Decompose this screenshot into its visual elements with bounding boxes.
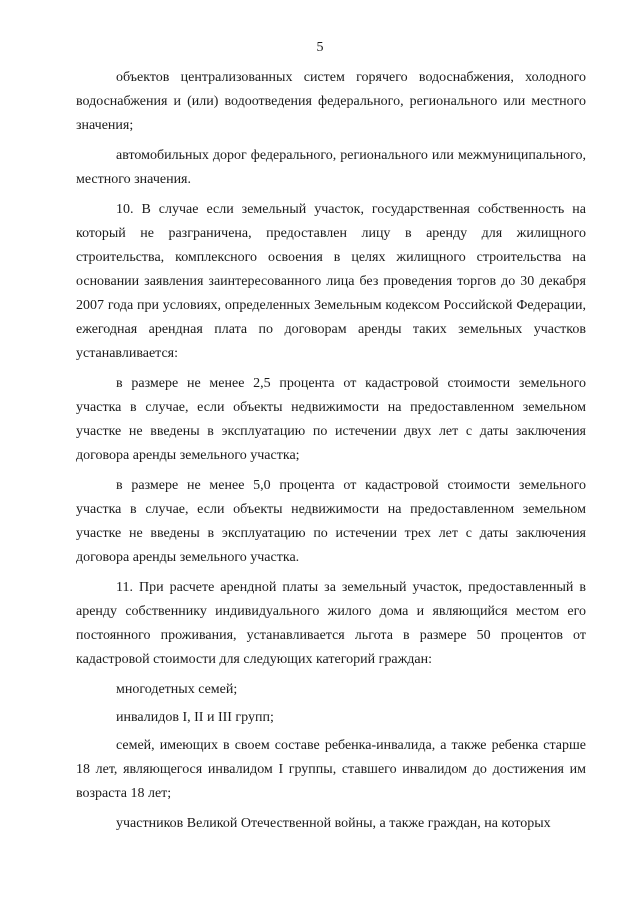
list-item-disabled-groups: инвалидов I, II и III групп; xyxy=(116,710,274,725)
paragraph-item-10: 10. В случае если земельный участок, государственная собственность на который не разграничена, предоставлен лицу в аренду для жилищного строительства, комплексного освоения в целях жилищного строительства на основании заявления заинтересованного лица без проведения торгов до 30 декабря 2007 года при условиях, определенных Земельным кодексом Российской Федерации, ежегодная арендная плата по договорам аренды таких земельных участков устанавливается: xyxy=(76,202,586,361)
list-item-large-families: многодетных семей; xyxy=(116,682,238,697)
list-item-disabled-child: семей, имеющих в своем составе ребенка-инвалида, а также ребенка старше 18 лет, являющегося инвалидом I группы, ставшего инвалидом до достижения им возраста 18 лет; xyxy=(76,738,586,801)
paragraph-roads: автомобильных дорог федерального, регионального или межмуниципального, местного значения. xyxy=(76,148,586,187)
list-item-war-veterans: участников Великой Отечественной войны, а также граждан, на которых xyxy=(116,816,551,831)
paragraph-item-11: 11. При расчете арендной платы за земельный участок, предоставленный в аренду собственнику индивидуального жилого дома и являющийся местом его постоянного проживания, устанавливается льгота в размере 50 процентов от кадастровой стоимости для следующих категорий граждан: xyxy=(76,580,586,667)
document-body xyxy=(76,66,586,842)
paragraph-water-systems: объектов централизованных систем горячего водоснабжения, холодного водоснабжения и (или) водоотведения федерального, регионального или местного значения; xyxy=(76,70,586,133)
page-number: 5 xyxy=(316,40,324,55)
paragraph-rate-2-5: в размере не менее 2,5 процента от кадастровой стоимости земельного участка в случае, если объекты недвижимости на предоставленном земельном участке не введены в эксплуатацию по истечении двух лет с даты заключения договора аренды земельного участка; xyxy=(76,376,586,463)
paragraph-rate-5-0: в размере не менее 5,0 процента от кадастровой стоимости земельного участка в случае, если объекты недвижимости на предоставленном земельном участке не введены в эксплуатацию по истечении трех лет с даты заключения договора аренды земельного участка. xyxy=(76,478,586,565)
